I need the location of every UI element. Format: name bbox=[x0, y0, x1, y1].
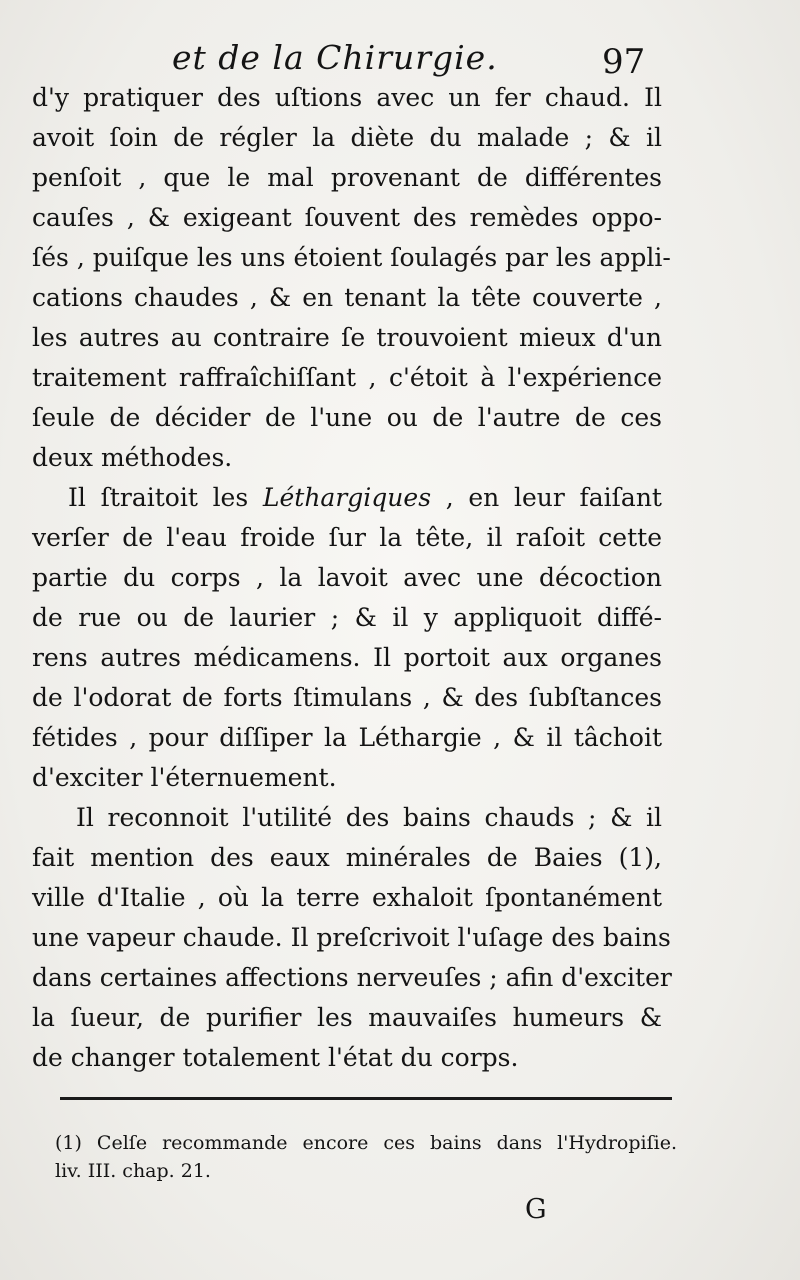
text-line: ville d'Italie , où la terre exhaloit ſpontanément bbox=[32, 883, 662, 912]
text-line: verſer de l'eau froide ſur la tête, il raſoit cette bbox=[32, 523, 662, 552]
signature-mark: G bbox=[525, 1194, 547, 1225]
text-line: deux méthodes. bbox=[32, 443, 233, 472]
text-line: traitement raffraîchiſſant , c'étoit à l'expérience bbox=[32, 363, 662, 392]
text-line: une vapeur chaude. Il preſcrivoit l'uſage des bains bbox=[32, 923, 671, 952]
text-line: d'y pratiquer des uſtions avec un fer chaud. Il bbox=[32, 83, 662, 112]
text-line bbox=[68, 482, 662, 514]
text-line: ſés , puiſque les uns étoient ſoulagés par les appli- bbox=[32, 243, 671, 272]
text-line: penſoit , que le mal provenant de différentes bbox=[32, 163, 662, 192]
text-line: les autres au contraire ſe trouvoient mieux d'un bbox=[32, 323, 662, 352]
text-line: dans certaines affections nerveuſes ; afin d'exciter bbox=[32, 963, 672, 992]
text-line: avoit ſoin de régler la diète du malade ; & il bbox=[32, 123, 662, 152]
text-line: partie du corps , la lavoit avec une décoction bbox=[32, 563, 662, 592]
text-line: fait mention des eaux minérales de Baies (1), bbox=[32, 843, 662, 872]
text-line: cauſes , & exigeant ſouvent des remèdes oppo- bbox=[32, 203, 662, 232]
italic-term: Léthargiques bbox=[262, 483, 432, 512]
text-line: cations chaudes , & en tenant la tête couverte , bbox=[32, 283, 662, 312]
text-line: de changer totalement l'état du corps. bbox=[32, 1043, 519, 1072]
text-line: rens autres médicamens. Il portoit aux organes bbox=[32, 643, 662, 672]
text-line: ſeule de décider de l'une ou de l'autre de ces bbox=[32, 403, 662, 432]
text-segment: , en leur faiſant bbox=[445, 483, 662, 512]
footnote-rule bbox=[60, 1097, 672, 1100]
page-number: 97 bbox=[602, 42, 646, 82]
footnote-line: (1) Celſe recommande encore ces bains dans l'Hydropiſie. bbox=[55, 1132, 677, 1154]
text-line: fétides , pour diſſiper la Léthargie , & il tâchoit bbox=[32, 723, 662, 752]
text-line: de l'odorat de forts ſtimulans , & des ſubſtances bbox=[32, 683, 662, 712]
footnote-line: liv. III. chap. 21. bbox=[55, 1160, 211, 1182]
text-line: la ſueur, de purifier les mauvaiſes humeurs & bbox=[32, 1003, 662, 1032]
text-segment: Il ſtraitoit les bbox=[68, 483, 249, 512]
running-head: et de la Chirurgie. bbox=[172, 38, 498, 77]
text-line: d'exciter l'éternuement. bbox=[32, 763, 337, 792]
text-line: Il reconnoit l'utilité des bains chauds ; & il bbox=[76, 803, 662, 832]
text-line: de rue ou de laurier ; & il y appliquoit diffé- bbox=[32, 603, 662, 632]
